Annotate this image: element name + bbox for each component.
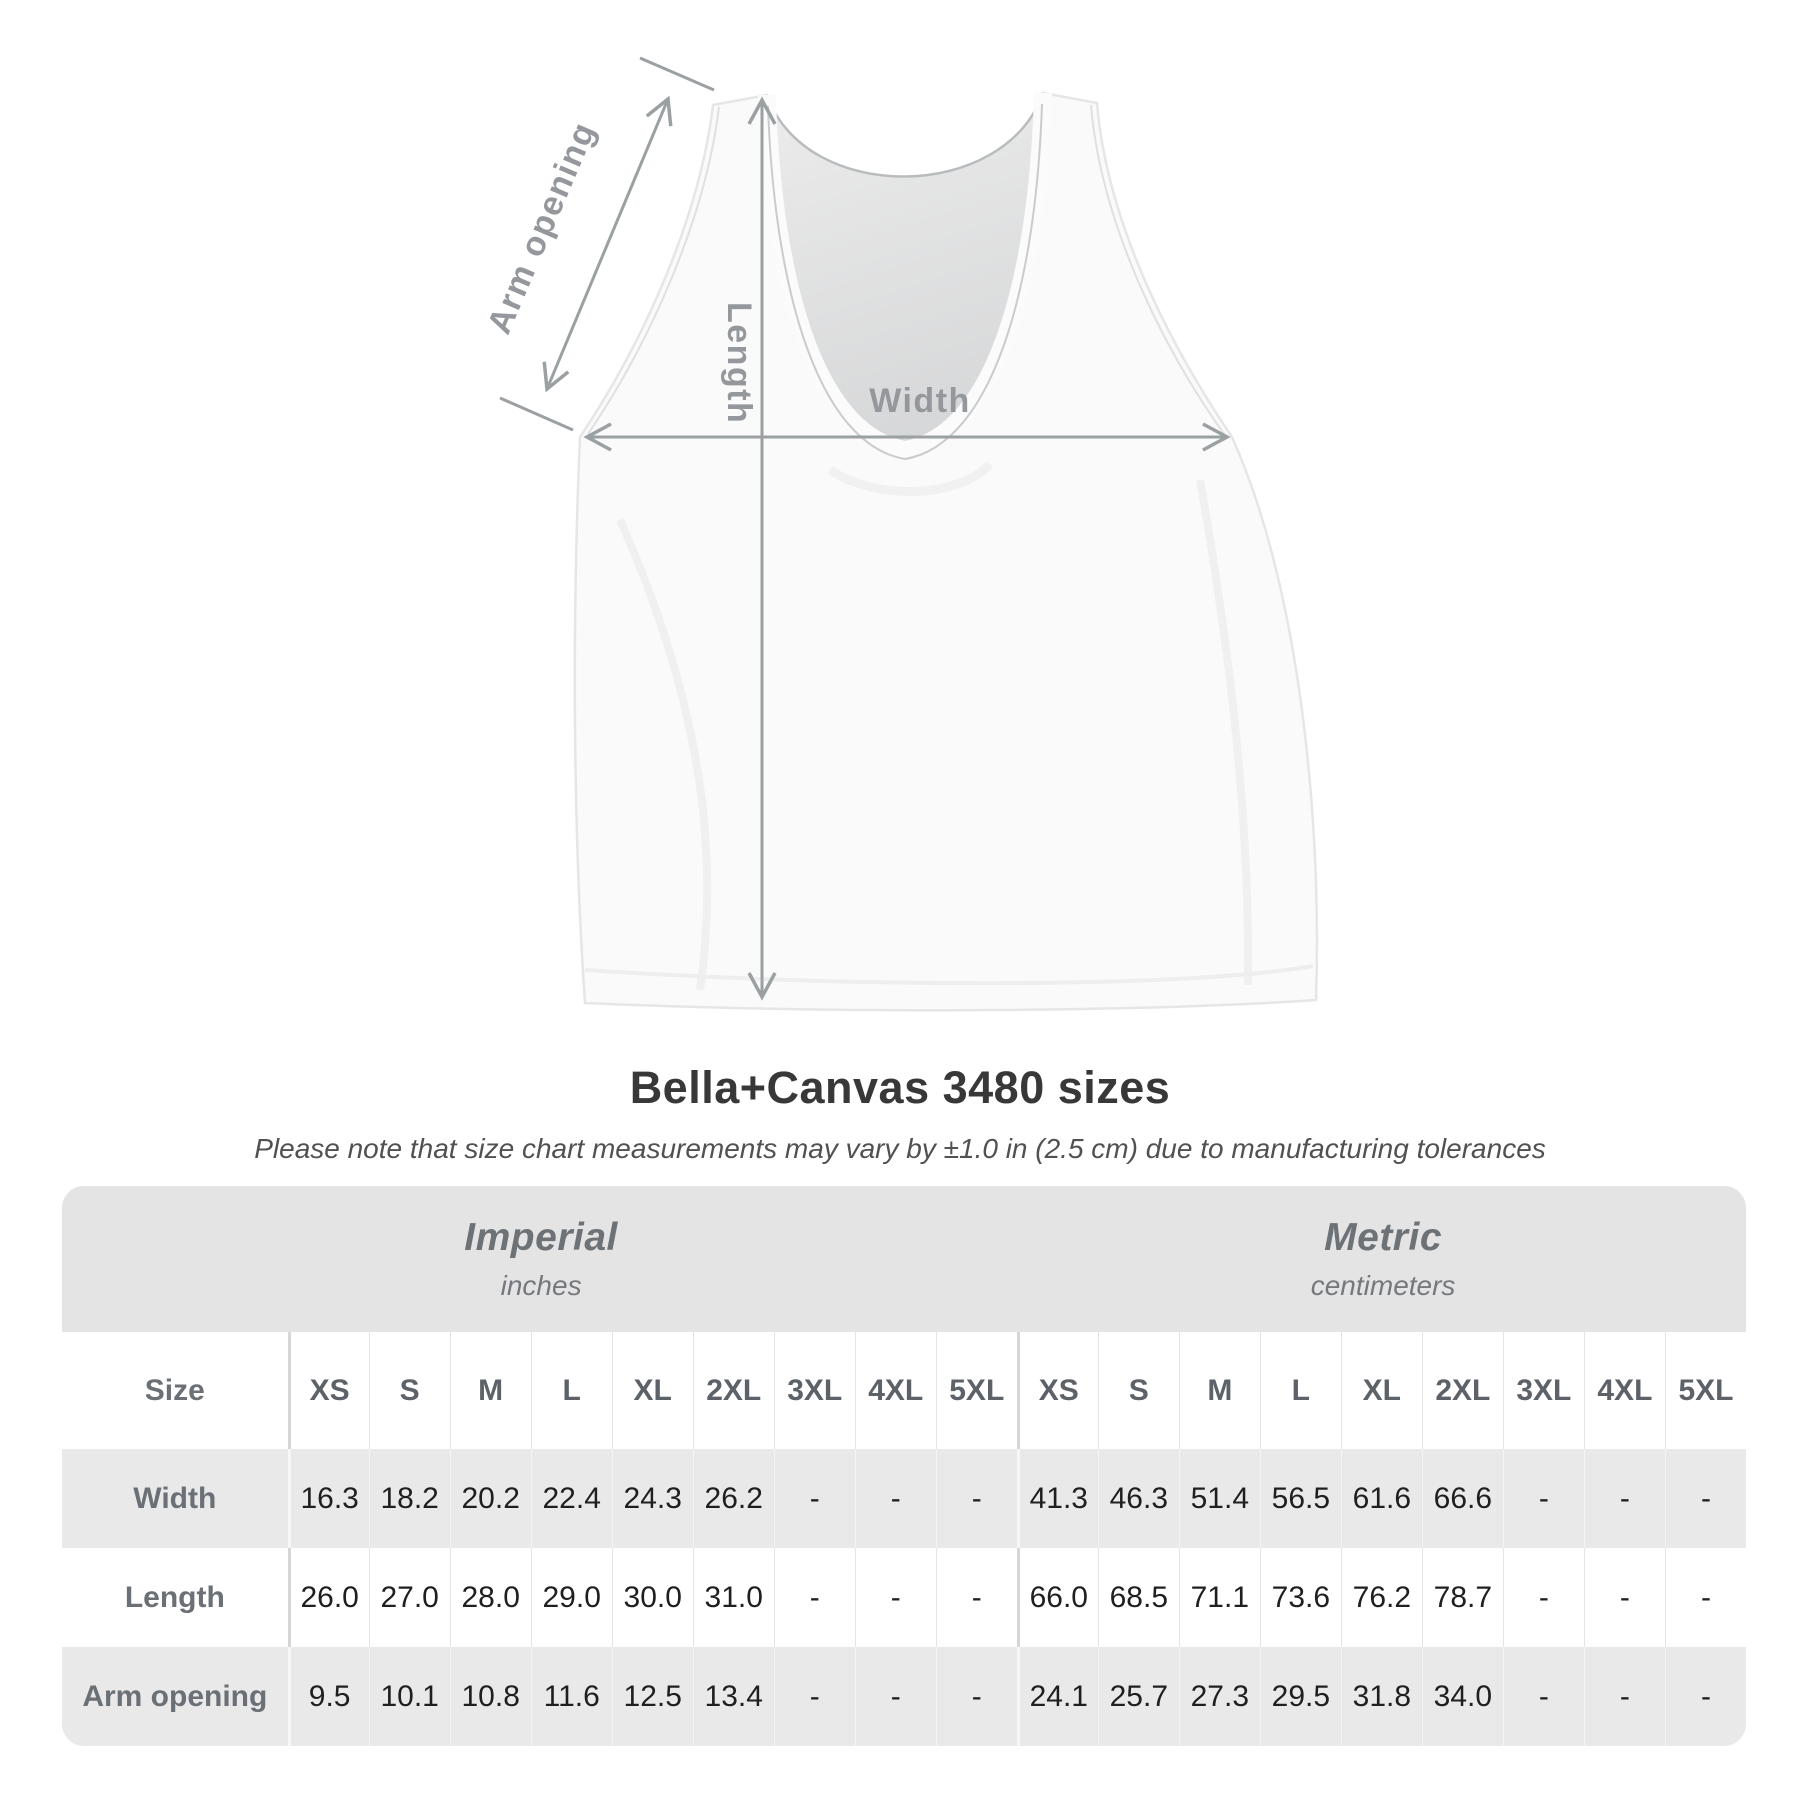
cell: - <box>774 1548 855 1647</box>
unit-group-metric-sublabel: centimeters <box>1310 1270 1456 1301</box>
cell: 9.5 <box>288 1647 369 1746</box>
cell: - <box>1503 1449 1584 1548</box>
table-row-arm-opening <box>62 1647 1746 1746</box>
table-row-width <box>62 1449 1746 1548</box>
size-header-cell: Size <box>144 1373 205 1407</box>
size-col-header: 5XL <box>1665 1332 1746 1449</box>
cell: 27.0 <box>369 1548 450 1647</box>
cell: 13.4 <box>693 1647 774 1746</box>
cell: - <box>1503 1548 1584 1647</box>
cell: - <box>855 1449 936 1548</box>
cell: - <box>1584 1647 1665 1746</box>
width-label: Width <box>869 382 971 420</box>
cell: 29.0 <box>531 1548 612 1647</box>
cell: 56.5 <box>1260 1449 1341 1548</box>
unit-group-imperial-sublabel: inches <box>500 1270 582 1301</box>
page-subtitle: Please note that size chart measurements may vary by ±1.0 in (2.5 cm) due to manufacturing tolerances <box>254 1133 1546 1164</box>
cell: 28.0 <box>450 1548 531 1647</box>
cell: 41.3 <box>1017 1449 1098 1548</box>
size-col-header: 4XL <box>855 1332 936 1449</box>
cell: 20.2 <box>450 1449 531 1548</box>
cell: - <box>1665 1647 1746 1746</box>
cell: 61.6 <box>1341 1449 1422 1548</box>
cell: 12.5 <box>612 1647 693 1746</box>
length-label: Length <box>720 302 758 425</box>
row-label: Length <box>124 1580 225 1614</box>
size-table <box>62 1332 1746 1746</box>
cell: - <box>936 1647 1017 1746</box>
cell: 51.4 <box>1179 1449 1260 1548</box>
cell: 73.6 <box>1260 1548 1341 1647</box>
cell: 24.3 <box>612 1449 693 1548</box>
page-title: Bella+Canvas 3480 sizes <box>629 1062 1171 1113</box>
unit-group-imperial-label: Imperial <box>464 1216 618 1259</box>
cell: 16.3 <box>288 1449 369 1548</box>
cell: - <box>1665 1449 1746 1548</box>
cell: - <box>1503 1647 1584 1746</box>
table-row-length <box>62 1548 1746 1647</box>
cell: 27.3 <box>1179 1647 1260 1746</box>
cell: - <box>936 1548 1017 1647</box>
cell: 25.7 <box>1098 1647 1179 1746</box>
cell: - <box>774 1449 855 1548</box>
size-col-header: XS <box>288 1332 369 1449</box>
cell: 31.0 <box>693 1548 774 1647</box>
size-col-header: 2XL <box>1422 1332 1503 1449</box>
row-label: Arm opening <box>82 1679 268 1713</box>
size-col-header: 2XL <box>693 1332 774 1449</box>
cell: 10.8 <box>450 1647 531 1746</box>
cell: 76.2 <box>1341 1548 1422 1647</box>
tank-top-illustration <box>575 93 1317 1010</box>
cell: 31.8 <box>1341 1647 1422 1746</box>
cell: 78.7 <box>1422 1548 1503 1647</box>
cell: 34.0 <box>1422 1647 1503 1746</box>
arm-opening-cap-bottom <box>500 398 573 430</box>
cell: 26.2 <box>693 1449 774 1548</box>
cell: - <box>1584 1548 1665 1647</box>
size-col-header: M <box>450 1332 531 1449</box>
size-col-header: 4XL <box>1584 1332 1665 1449</box>
row-label: Width <box>133 1481 217 1515</box>
size-header-row <box>62 1332 1746 1449</box>
size-col-header: XL <box>1341 1332 1422 1449</box>
cell: 68.5 <box>1098 1548 1179 1647</box>
unit-group-metric <box>1020 1186 1746 1332</box>
size-col-header: S <box>369 1332 450 1449</box>
size-col-header: M <box>1179 1332 1260 1449</box>
cell: 18.2 <box>369 1449 450 1548</box>
size-col-header: 3XL <box>774 1332 855 1449</box>
cell: - <box>1665 1548 1746 1647</box>
arm-opening-label: Arm opening <box>480 116 604 340</box>
cell: - <box>774 1647 855 1746</box>
cell: 24.1 <box>1017 1647 1098 1746</box>
unit-band <box>62 1186 1746 1332</box>
cell: - <box>1584 1449 1665 1548</box>
cell: 26.0 <box>288 1548 369 1647</box>
size-col-header: XS <box>1017 1332 1098 1449</box>
cell: 11.6 <box>531 1647 612 1746</box>
unit-group-metric-label: Metric <box>1324 1216 1443 1259</box>
cell: 29.5 <box>1260 1647 1341 1746</box>
unit-group-imperial <box>62 1186 1020 1332</box>
size-col-header: 3XL <box>1503 1332 1584 1449</box>
size-col-header: S <box>1098 1332 1179 1449</box>
cell: - <box>855 1548 936 1647</box>
cell: 30.0 <box>612 1548 693 1647</box>
size-col-header: L <box>531 1332 612 1449</box>
size-col-header: XL <box>612 1332 693 1449</box>
cell: 46.3 <box>1098 1449 1179 1548</box>
cell: 10.1 <box>369 1647 450 1746</box>
size-col-header: L <box>1260 1332 1341 1449</box>
cell: - <box>936 1449 1017 1548</box>
arm-opening-cap-top <box>640 58 714 90</box>
size-table-card <box>62 1186 1746 1746</box>
cell: 22.4 <box>531 1449 612 1548</box>
size-col-header: 5XL <box>936 1332 1017 1449</box>
cell: 66.0 <box>1017 1548 1098 1647</box>
cell: 71.1 <box>1179 1548 1260 1647</box>
cell: - <box>855 1647 936 1746</box>
cell: 66.6 <box>1422 1449 1503 1548</box>
